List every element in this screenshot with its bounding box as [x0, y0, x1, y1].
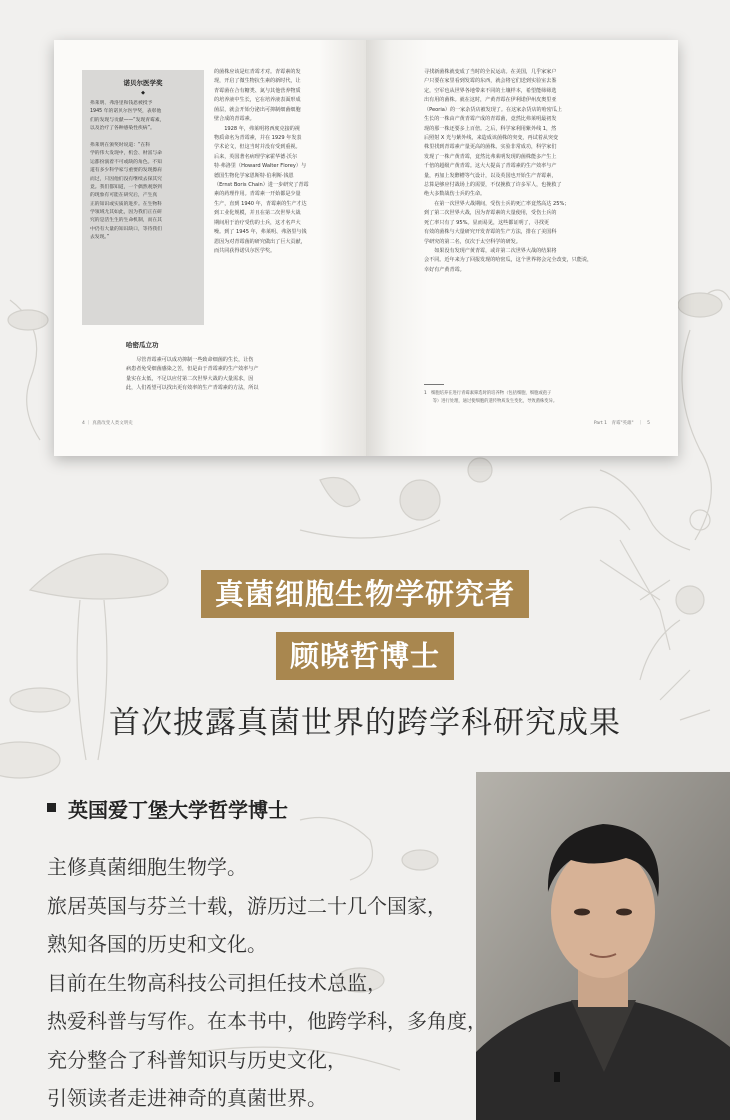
footnote-divider [424, 384, 444, 385]
sidebar-text: 弗莱明、弗洛里和钱恩被授予 1945 年的诺贝尔医学奖，表彰他 们的发现与贡献——“发现青霉素， 以及治疗了各种感染性疾病”。 弗莱明在颁奖时说道：“在科 学的伟大发现中，机会、财富与命 运都扮演着不可或缺的角色。不知 道有多少科学家与重要的发现擦肩 而过，只因他们没有继续去探其究 竟。我们都知道，一个偶然观察到 的现象有可能在研究后，产生真 正的知识或实质的进步。在生物科 学领域尤其如此，因为我们正在研 究的是活生生的生命机制，而在其 中仍有大量的知识缺口，等待我们 去发现。” [90, 101, 165, 241]
left-page-footer: 4 ｜ 真菌改变人类文明史 [82, 421, 133, 426]
left-page-column-text: 的菌株应该是红青霉才对。青霉素的发 现，开启了微生物抗生素的新时代，让 青霉菌在合有糖类、氮与其他营养物质 的培养液中生长，它在培养液表面形成 菌层，就会开始分泌出可抑制细菌细胞 壁合成的青霉素。 1928 年，弗莱明将西度克接的视 物质命名为青霉素，并在 1929 年发表 学术论文，但这当时并没有受到重视。 后来，英国著名病理学家霍华德·沃尔 特·弗洛里（Howard Walter Florey）与 德国生物化学家恩斯特·伯利斯·钱恩 （Ernst Boris Chain）进一步研究了青霉 素的药理作用。青霉素一开始都是少量 生产，直到 1940 年，青霉素的生产才达 到工业化规模，并且在第二次世界大战 期间用于治疗受伤的士兵，这才名声大 噪。到了 1945 年，弗莱明、弗洛里与钱 恩因为对青霉菌的研究做出了巨大贡献， 而共同获得诺贝尔医学奖。 [214, 69, 309, 255]
bio-line: 热爱科普与写作。在本书中，他跨学科，多角度， [47, 1009, 487, 1033]
credential-heading: 英国爱丁堡大学哲学博士 [68, 798, 288, 822]
section-heading: 哈密瓜立功 [126, 341, 159, 349]
headline-subtitle: 首次披露真菌世界的跨学科研究成果 [109, 705, 621, 741]
bio-line: 主修真菌细胞生物学。 [47, 855, 247, 879]
bio-line: 引领读者走进神奇的真菌世界。 [47, 1086, 327, 1110]
headline-banner-researcher: 真菌细胞生物学研究者 [201, 570, 529, 618]
bio-line: 充分整合了科普知识与历史文化， [47, 1047, 347, 1072]
open-book-preview [54, 40, 678, 456]
right-page-column-text: 寻找新菌株就变成了当时的全民运动。在美国，几乎家家户 户只要在家里看到发霉的东西，就会将它们送到实验室去鉴 定，空军也从世界各地带来不同的土壤样本，希望能筛筛选 出有用的菌株。就在这时，产黄青霉在伊利诺伊州皮奥里亚 （Peoria）的一家杂货店被发现了。在这家杂货店的哈密瓜上 生长的一株由产黄青霉产成的青霉菌，竟然比弗莱明最初发 现的那一株还要多上百倍。之后，科学家利用紫外线 1，然 后照射 X 光与紫外线，来造成该菌株的突变，再试着从突变 株里找到青霉素产量更高的菌株。实验非常成功，科学家们 发现了一株产黄青霉，竟然比弗莱明发现的菌株能多产生上 千倍的超级产黄青霉。这大大提高了青霉素的生产效率与产 量，再加上发酵槽等气设计，以及英国也开始生产青霉素， 总算是够应付战场上的需要，不仅挽救了许多军人，也挽救了 绝大多数战伤士兵的生命。 在第一次世界大战期间，受伤士兵的死亡率竟然高达 25%； 到了第二次世界大战，因为青霉素的大量使用，受伤士兵的 死亡率只有了 95%。显而易见，这些都证明了，寻找更 有效的菌株与大量研究开发青霉的生产方法，排在了美国科 学研究的第二名，仅次于太空科学的研发。 如果没有发现产黄青霉，或许第二次世界大战的结果将 会不同。近年来为了回报发现的哈密瓜，这个世界将会完全改变，只能说， 幸好有产黄青霉。 [424, 69, 593, 273]
author-bio [47, 848, 487, 1118]
footnote-text: 1 细胞培养在进行青霉素筛选时的培养物（包括细胞、细胞或孢子 等）进行处理，通过使细胞的遗传物质发生变化，导致菌株变异。 [424, 391, 558, 404]
sidebar-title: 诺贝尔医学奖 [123, 79, 163, 87]
diamond-icon: ◆ [141, 90, 145, 96]
nobel-prize-sidebar [82, 70, 204, 325]
book-left-page [54, 40, 366, 456]
bio-line: 目前在生物高科技公司担任技术总监， [47, 970, 387, 995]
book-right-page [366, 40, 678, 456]
headline-banner-name: 顾晓哲博士 [276, 632, 454, 680]
bio-line: 旅居英国与芬兰十载，游历过二十几个国家， [47, 893, 447, 918]
bio-line: 熟知各国的历史和文化。 [47, 932, 267, 956]
right-page-footer: Part 1 青霉"英雄" ｜ 5 [593, 421, 650, 426]
bullet-square-icon [47, 803, 56, 812]
left-page-bottom-text: 尽管青霉素可以成功抑制一些致命细菌的生长，让伤 病患者免受细菌感染之苦，但是由于青霉素的生产效率与产 量实在太低，不足以应付第二次世界大战的大量需求，因 此，人们希望可以找出更有效率的生产青霉素的方法，所以 [126, 357, 259, 392]
author-photo [476, 772, 730, 1120]
